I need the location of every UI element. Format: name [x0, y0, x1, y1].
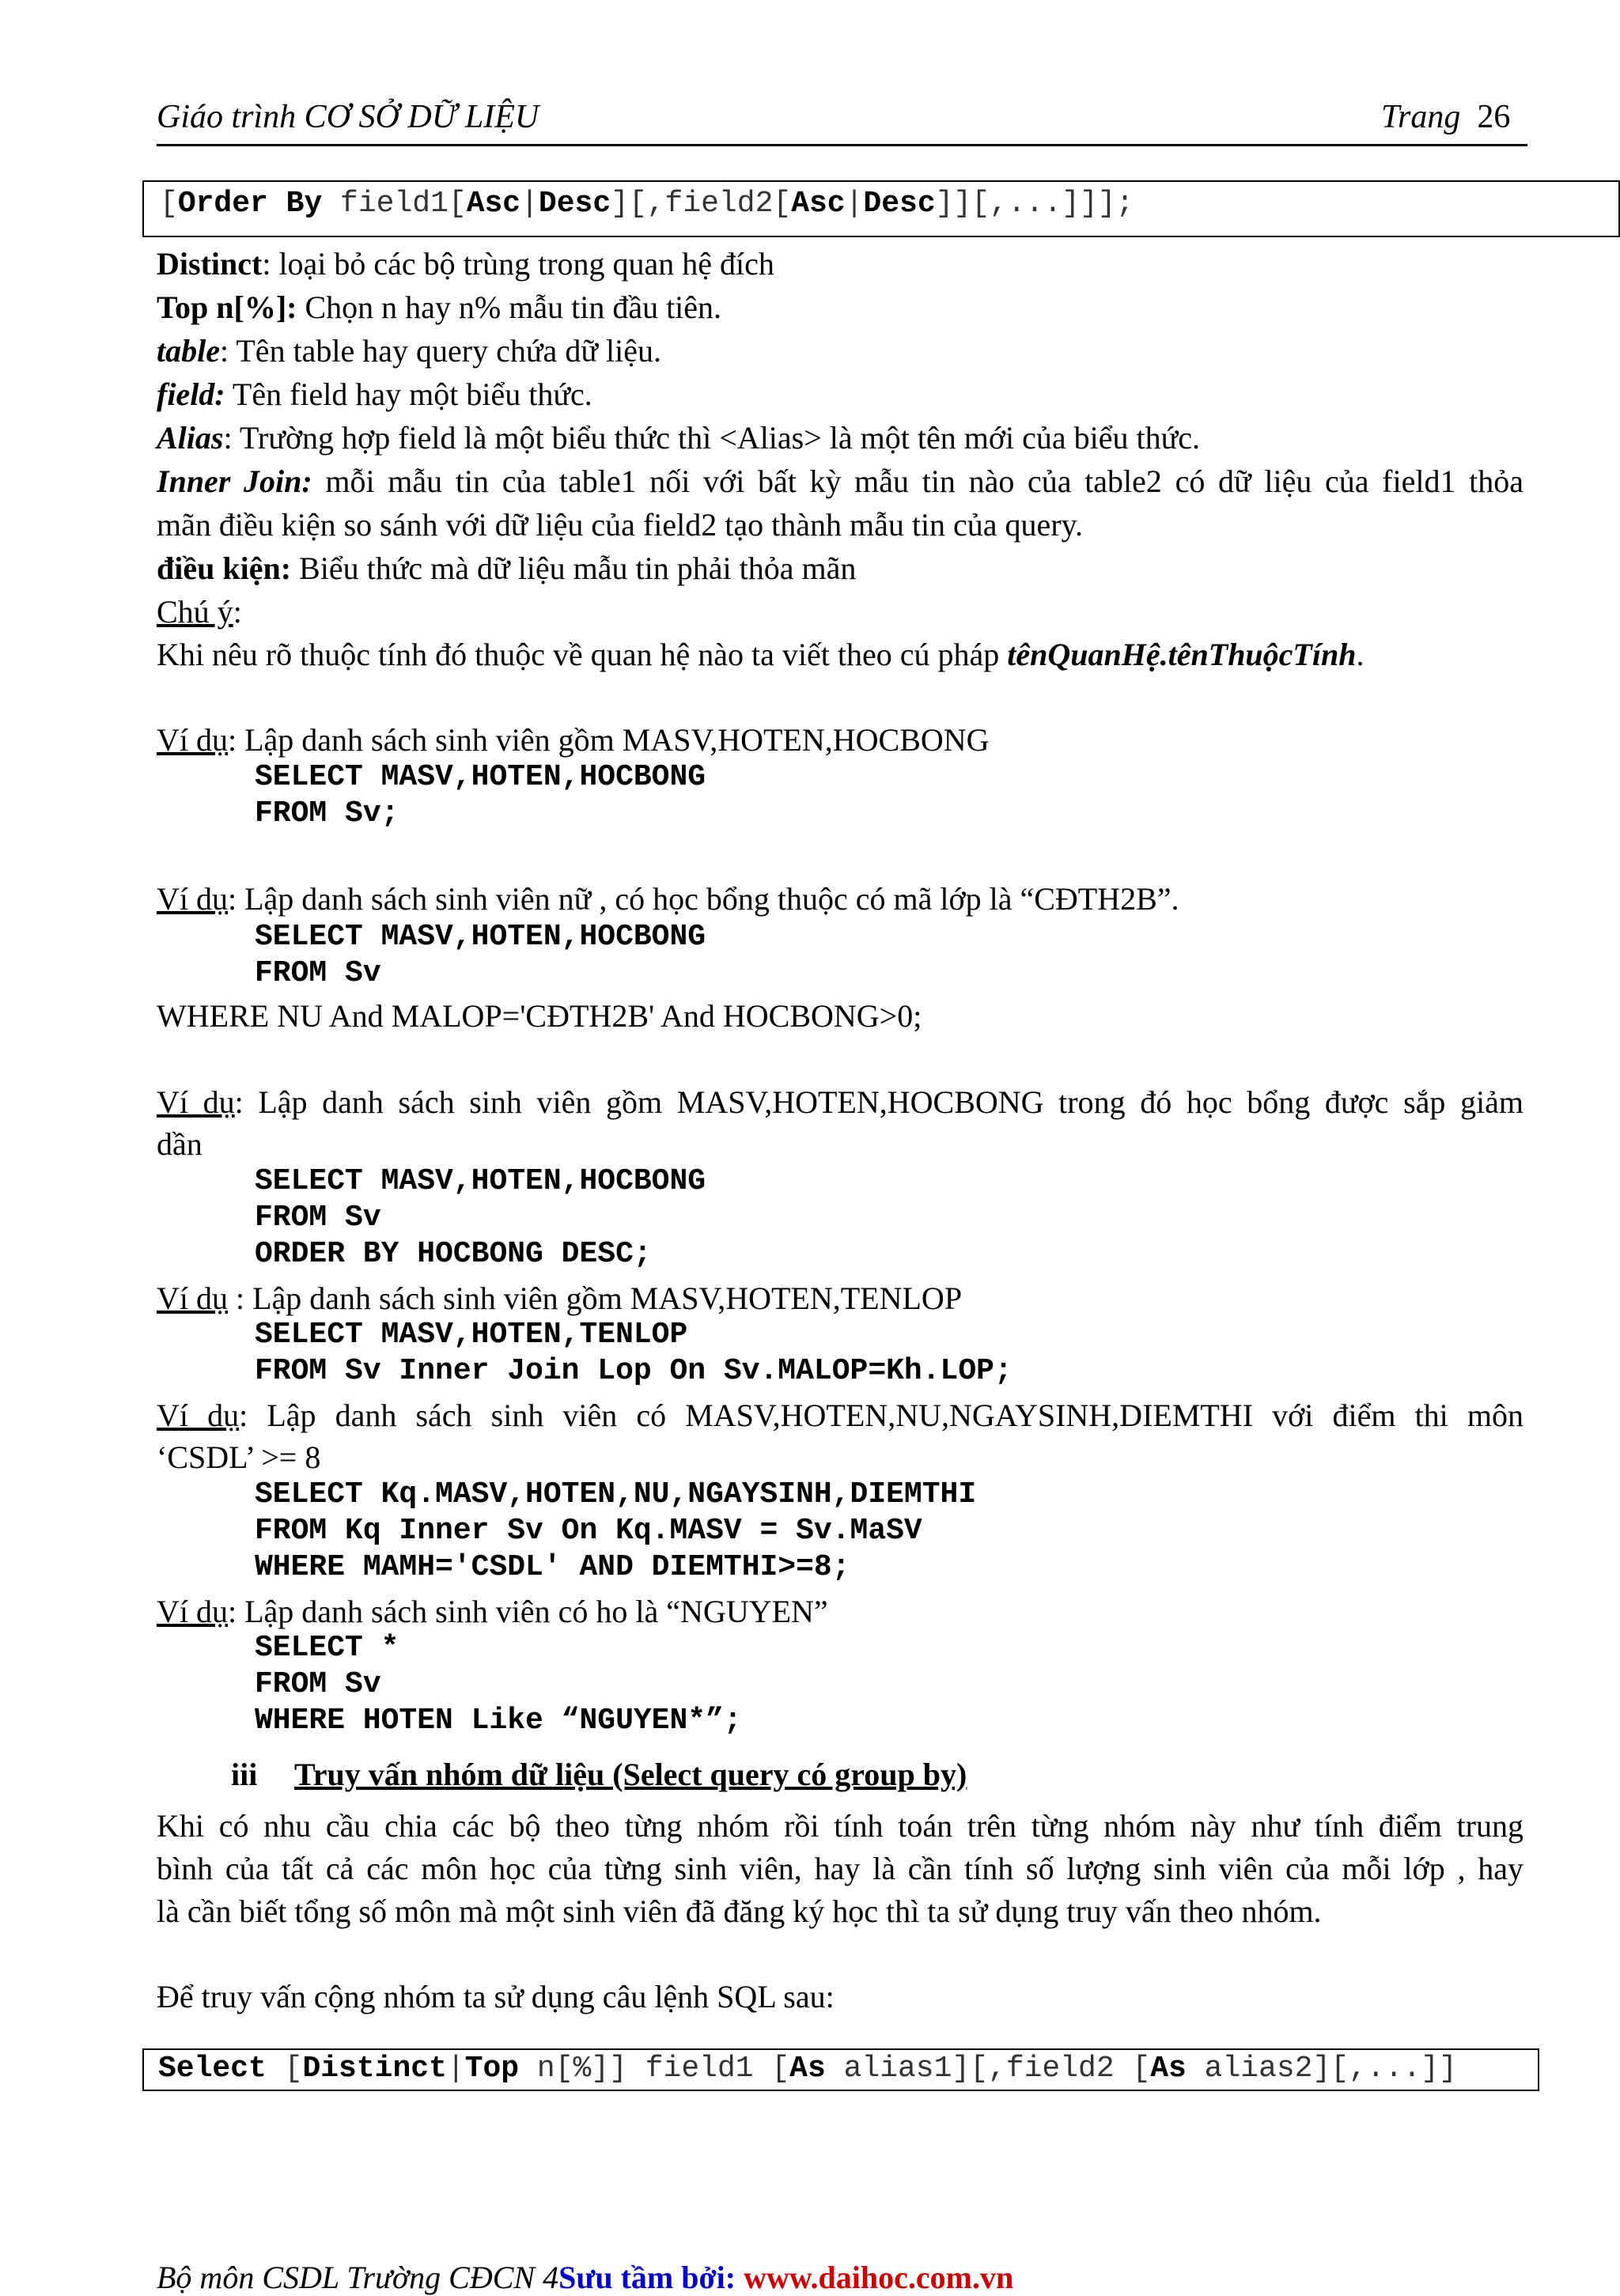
syntax-box-select: Select [Distinct|Top n[%]] field1 [As alias1][,field2 [As alias2][,...]] [142, 2048, 1539, 2091]
intro-text: Để truy vấn cộng nhóm ta sử dụng câu lệnh SQL sau: [157, 1979, 835, 2014]
example-1-text: Ví dụ: Lập danh sách sinh viên gồm MASV,HOTEN,HOCBONG [157, 722, 990, 758]
example-4-text: Ví dụ : Lập danh sách sinh viên gồm MASV,HOTEN,TENLOP [157, 1280, 963, 1316]
header-rule [157, 144, 1527, 146]
example-1-code-line: SELECT MASV,HOTEN,HOCBONG [255, 760, 706, 794]
example-6-code-line: WHERE HOTEN Like “NGUYEN*”; [255, 1704, 742, 1738]
example-3-text-cont: dần [157, 1126, 202, 1162]
example-2-code-line: SELECT MASV,HOTEN,HOCBONG [255, 920, 706, 954]
paragraph-line: là cần biết tổng số môn mà một sinh viên đã đăng ký học thì ta sử dụng truy vấn theo nhóm. [157, 1893, 1322, 1929]
page-label: Trang [1381, 99, 1461, 135]
example-3-code-line: FROM Sv [255, 1201, 381, 1235]
def-inner-join-line2: mãn điều kiện so sánh với dữ liệu của field2 tạo thành mẫu tin của query. [157, 507, 1084, 543]
example-5-code-line: FROM Kq Inner Sv On Kq.MASV = Sv.MaSV [255, 1514, 922, 1548]
example-6-code-line: FROM Sv [255, 1667, 381, 1701]
def-alias: Alias: Trường hợp field là một biểu thức thì <Alias> là một tên mới của biểu thức. [157, 420, 1201, 456]
example-2-text: Ví dụ: Lập danh sách sinh viên nữ , có học bổng thuộc có mã lớp là “CĐTH2B”. [157, 881, 1179, 917]
example-3-code-line: ORDER BY HOCBONG DESC; [255, 1237, 652, 1271]
def-condition: điều kiện: Biểu thức mà dữ liệu mẫu tin phải thỏa mãn [157, 550, 857, 586]
example-4-code-line: FROM Sv Inner Join Lop On Sv.MALOP=Kh.LOP; [255, 1354, 1012, 1388]
section-title: Truy vấn nhóm dữ liệu (Select query có group by) [294, 1757, 967, 1792]
def-field: field: Tên field hay một biểu thức. [157, 376, 592, 412]
paragraph-line: bình của tất cả các môn học của từng sinh viên, hay là cần tính số lượng sinh viên của mỗi lớp , hay [157, 1851, 1523, 1886]
example-3-text: Ví dụ: Lập danh sách sinh viên gồm MASV,HOTEN,HOCBONG trong đó học bổng được sắp giảm [157, 1084, 1523, 1120]
example-1-code-line: FROM Sv; [255, 796, 399, 830]
def-distinct: Distinct: loại bỏ các bộ trùng trong quan hệ đích [157, 246, 774, 282]
note-heading: Chú ý: [157, 594, 242, 630]
example-6-code-line: SELECT * [255, 1631, 399, 1665]
example-2-code-line: FROM Sv [255, 956, 381, 990]
example-3-code-line: SELECT MASV,HOTEN,HOCBONG [255, 1164, 706, 1198]
footer-url[interactable]: www.daihoc.com.vn [744, 2260, 1014, 2295]
def-table: table: Tên table hay query chứa dữ liệu. [157, 333, 661, 369]
note-text: Khi nêu rõ thuộc tính đó thuộc về quan hệ nào ta viết theo cú pháp tênQuanHệ.tênThuộcTính. [157, 637, 1365, 672]
footer [157, 2259, 1013, 2296]
paragraph-line: Khi có nhu cầu chia các bộ theo từng nhóm rồi tính toán trên từng nhóm này như tính điểm trung [157, 1808, 1523, 1844]
footer-credit: Sưu tầm bởi: [558, 2260, 744, 2295]
def-inner-join-line1: Inner Join: mỗi mẫu tin của table1 nối với bất kỳ mẫu tin nào của table2 có dữ liệu của field1 thỏa [157, 463, 1523, 499]
header-title: Giáo trình CƠ SỞ DỮ LIỆU [157, 99, 539, 135]
example-6-text: Ví dụ: Lập danh sách sinh viên có ho là “NGUYEN” [157, 1594, 828, 1629]
def-top: Top n[%]: Chọn n hay n% mẫu tin đầu tiên. [157, 289, 722, 325]
section-number: iii [231, 1757, 258, 1792]
footer-department: Bộ môn CSDL Trường CĐCN 4 [157, 2260, 559, 2295]
example-5-code-line: SELECT Kq.MASV,HOTEN,NU,NGAYSINH,DIEMTHI [255, 1477, 977, 1511]
example-5-text-cont: ‘CSDL’ >= 8 [157, 1439, 321, 1475]
page-number: 26 [1477, 99, 1511, 135]
syntax-box-order-by: [Order By field1[Asc|Desc][,field2[Asc|Desc]][,...]]]; [142, 180, 1620, 237]
example-5-code-line: WHERE MAMH='CSDL' AND DIEMTHI>=8; [255, 1550, 850, 1584]
example-5-text: Ví dụ: Lập danh sách sinh viên có MASV,HOTEN,NU,NGAYSINH,DIEMTHI với điểm thi môn [157, 1398, 1524, 1433]
example-4-code-line: SELECT MASV,HOTEN,TENLOP [255, 1318, 688, 1352]
example-2-where: WHERE NU And MALOP='CĐTH2B' And HOCBONG>0; [157, 998, 922, 1034]
header-page [1381, 98, 1510, 136]
